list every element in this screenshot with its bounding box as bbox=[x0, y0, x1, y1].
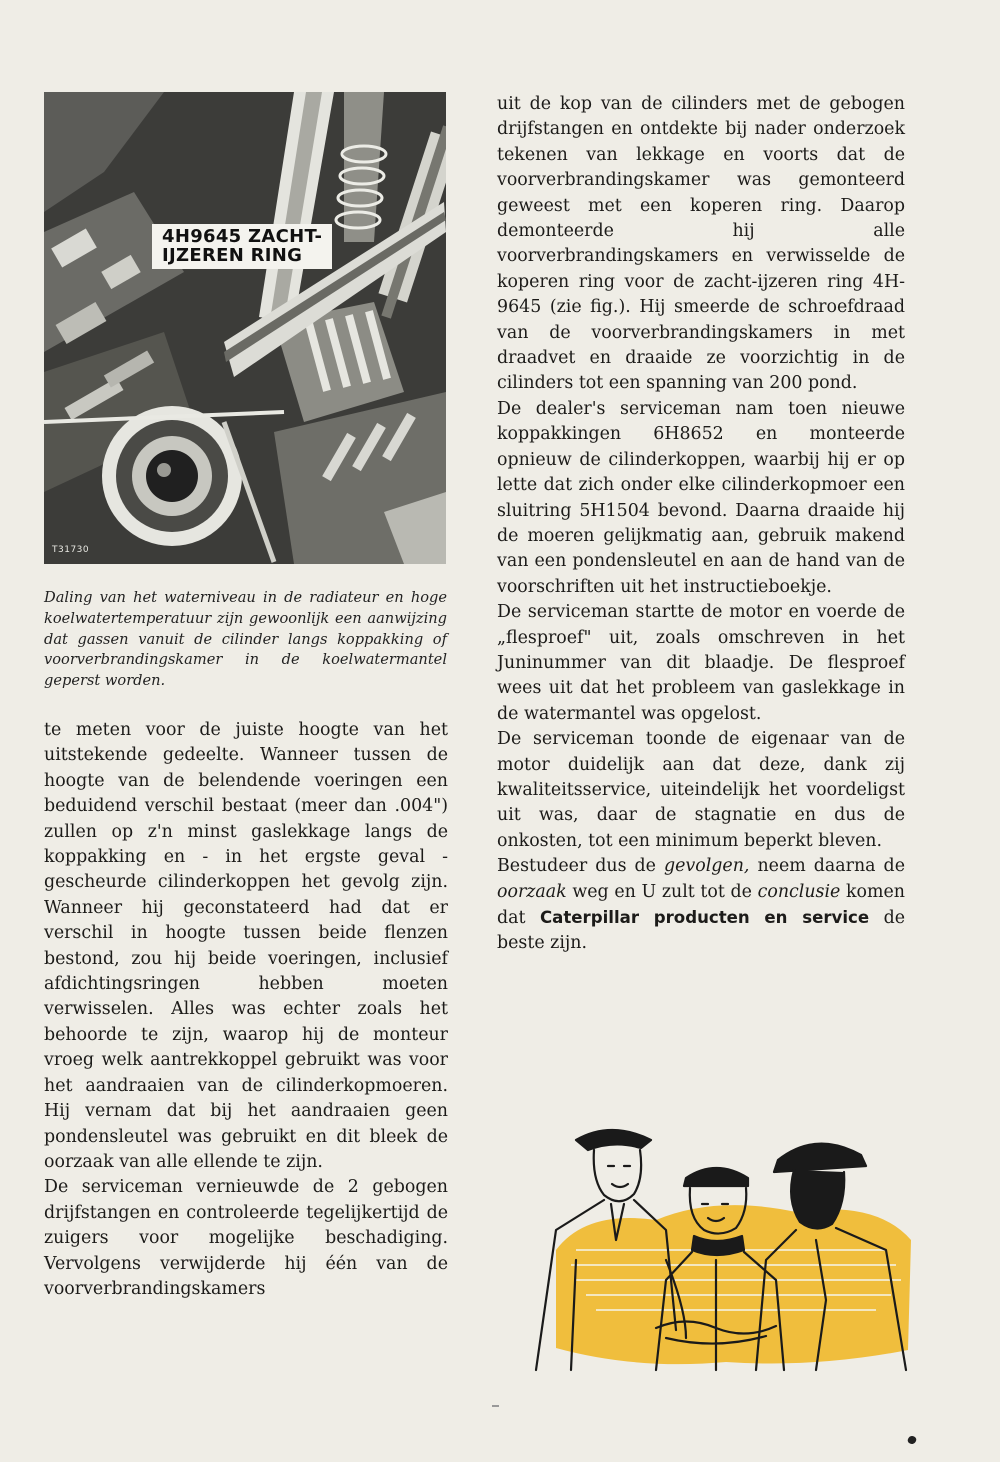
right-paragraph-3: De serviceman startte de motor en voerde de „flesproef" uit, zoals omschreven in het Juninummer van dit blaadje. De flesproef wees uit dat het probleem van gaslekkage in de watermantel was opgelost. bbox=[497, 602, 905, 724]
conclusion-text: weg en U zult tot de bbox=[566, 881, 758, 902]
figure-caption: Daling van het waterniveau in de radiateur en hoge koelwatertemperatuur zijn gewoonlijk een aanwijzing dat gassen vanuit de cilinder langs koppakking of voorverbrandingskamer in de koelwatermantel geperst worden. bbox=[44, 589, 447, 690]
left-paragraph-2: De serviceman vernieuwde de 2 gebogen drijfstangen en controleerde tegelijkertijd de zuigers voor mogelijke beschadiging. Vervolgens verwijderde hij één van de voorverbrandingskamers bbox=[44, 1177, 448, 1299]
engine-figure bbox=[44, 92, 446, 564]
emphasis-conclusie: conclusie bbox=[757, 881, 841, 902]
right-column bbox=[497, 92, 905, 957]
page-mark bbox=[492, 1405, 499, 1407]
right-paragraph-5 bbox=[497, 854, 905, 957]
right-paragraph-1: uit de kop van de cilinders met de gebogen drijfstangen en ontdekte bij nader onderzoek tekenen van lekkage en voorts dat de voorverbrandingskamer was gemonteerd geweest met een koperen ring. Daarop demonteerde hij alle voorverbrandingskamers en verwisselde de koperen ring voor de zacht-ijzeren ring 4H-9645 (zie fig.). Hij smeerde de schroefdraad van de voorverbrandingskamers in met draadvet en draaide ze voorzichtig in de cilinders tot een spanning van 200 pond. bbox=[497, 94, 905, 394]
figure-code: T31730 bbox=[52, 545, 90, 555]
left-paragraph-1: te meten voor de juiste hoogte van het uitstekende gedeelte. Wanneer tussen de hoogte van de belendende voeringen een beduidend verschil bestaat (meer dan .004") zullen op z'n minst gaslekkage langs de koppakking en - in het ergste geval - gescheurde cilinderkoppen het gevolg zijn. Wanneer hij geconstateerd had dat er verschil in hoogte tussen beide flenzen bestond, zou hij beide voeringen, inclusief afdichtingsringen hebben moeten verwisselen. Alles was echter zoals het behoorde te zijn, waarop hij de monteur vroeg welk aantrekkoppel gebruikt was voor het aandraaien van de cilinderkopmoeren. Hij vernam dat bij het aandraaien geen pondensleutel was gebruikt en dit bleek de oorzaak van alle ellende te zijn. bbox=[44, 720, 448, 1172]
figure-callout-label bbox=[152, 224, 332, 269]
figure-label-line1: 4H9645 ZACHT- bbox=[162, 226, 323, 247]
emphasis-oorzaak: oorzaak bbox=[497, 881, 567, 902]
conclusion-text: komen dat bbox=[497, 881, 905, 928]
figure-label-line2: IJZEREN RING bbox=[162, 245, 303, 266]
conclusion-text: Bestudeer dus de bbox=[497, 856, 664, 877]
three-men-handshake-icon bbox=[516, 1100, 916, 1374]
conclusion-text: neem daarna de bbox=[749, 856, 905, 877]
caterpillar-brand-text: Caterpillar producten en service bbox=[539, 908, 870, 927]
conclusion-text: de beste zijn. bbox=[497, 908, 905, 954]
engine-cutaway-icon bbox=[44, 92, 446, 564]
ink-spot bbox=[907, 1435, 918, 1446]
left-column bbox=[44, 718, 448, 1302]
right-paragraph-2: De dealer's serviceman nam toen nieuwe koppakkingen 6H8652 en monteerde opnieuw de cilinderkoppen, waarbij hij er op lette dat zich onder elke cilinderkopmoer een sluitring 5H1504 bevond. Daarna draaide hij de moeren gelijkmatig aan, gebruik makend van een pondensleutel en aan de hand van de voorschriften uit het instructieboekje. bbox=[497, 398, 905, 597]
emphasis-gevolgen: gevolgen, bbox=[664, 856, 750, 877]
right-paragraph-4: De serviceman toonde de eigenaar van de motor duidelijk aan dat deze, dank zij kwaliteitsservice, uiteindelijk het voordeligst uit was, daar de stagnatie en dus de onkosten, tot een minimum beperkt bleven. bbox=[497, 729, 905, 851]
